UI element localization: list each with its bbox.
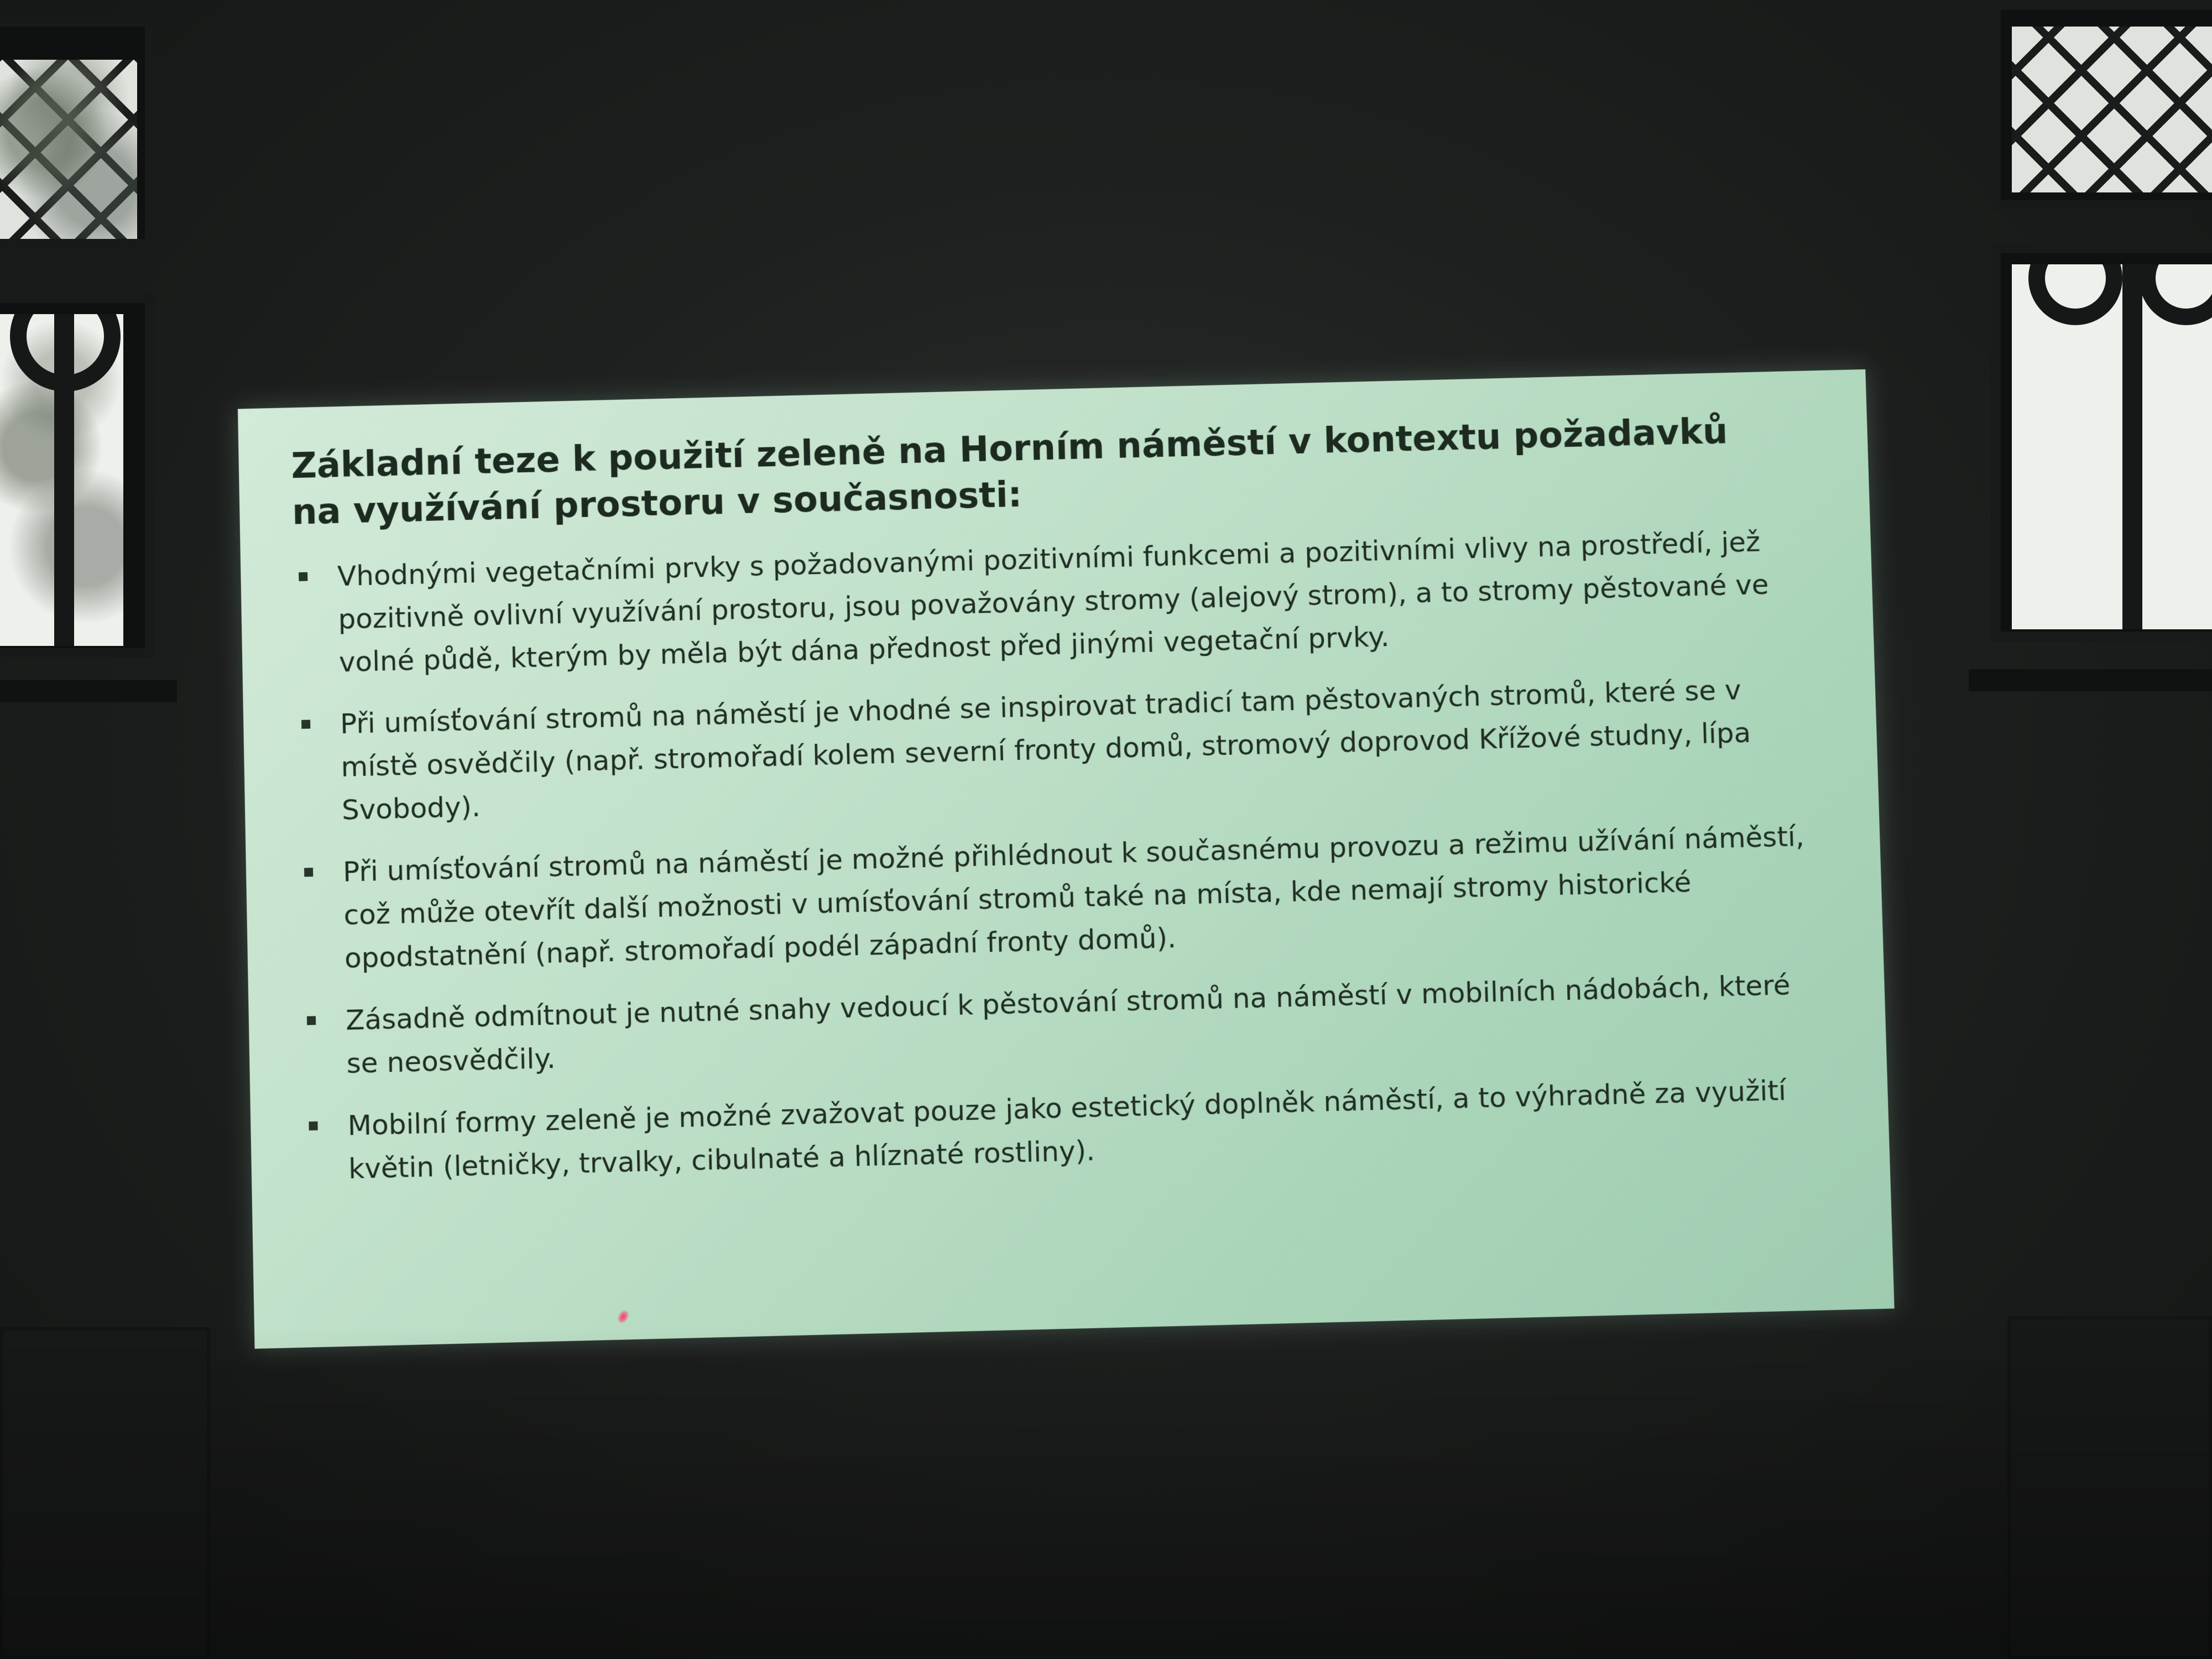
- slide-bullet-text: Mobilní formy zeleně je možné zvažovat pouze jako estetický doplněk náměstí, a to výhradně za využití květin (letničky, trvalky, cibulnaté a hlíznaté rostliny).: [347, 1074, 1787, 1185]
- bullet-square-icon: [309, 1121, 317, 1130]
- projection-screen: [238, 369, 1895, 1349]
- lattice-glass: [0, 60, 137, 242]
- bullet-square-icon: [307, 1016, 316, 1025]
- left-lower-window: [0, 293, 155, 658]
- right-lower-window: [1991, 243, 2212, 641]
- slide-title: Základní teze k použití zeleně na Horním náměstí v kontextu požadavků na využívání prostoru v současnosti:: [290, 411, 1729, 533]
- slide-bullet: [295, 666, 1823, 833]
- window-arch: [2139, 264, 2212, 325]
- left-upper-window: [0, 17, 155, 249]
- window-arch: [2028, 264, 2122, 325]
- bullet-square-icon: [304, 868, 313, 877]
- lattice-glass: [2012, 27, 2212, 192]
- bullet-square-icon: [299, 572, 307, 581]
- slide-bullet-text: Při umísťování stromů na náměstí je vhodné se inspirovat tradicí tam pěstovaných stromů, které se v místě osvědčily (např. stromořadí kolem severní fronty domů, stromový doprovod Křížové studny, lípa Svobody).: [340, 674, 1751, 826]
- arched-glass: [2012, 264, 2212, 629]
- right-upper-window: [1991, 0, 2212, 210]
- right-window-sill: [1969, 669, 2212, 691]
- slide-bullet-text: Zásadně odmítnout je nutné snahy vedoucí k pěstování stromů na náměstí v mobilních nádobách, které se neosvědčily.: [345, 969, 1791, 1080]
- slide-bullet: [293, 519, 1819, 685]
- slide-bullet: [298, 814, 1828, 980]
- slide-bullet: [301, 962, 1831, 1086]
- bullet-square-icon: [301, 720, 310, 729]
- arched-glass: [0, 314, 123, 646]
- slide-bullet-text: Vhodnými vegetačními prvky s požadovanými pozitivními funkcemi a pozitivními vlivy na prostředí, jež pozitivně ovlivní využívání prostoru, jsou považovány stromy (alejový strom), a to stromy pěstované ve volné půdě, kterým by měla být dána přednost před jinými vegetační prvky.: [337, 525, 1770, 679]
- left-window-sill: [0, 680, 177, 702]
- slide-bullet-list: [293, 519, 1835, 1211]
- floor-shadow: [0, 1327, 2212, 1659]
- slide-bullet-text: Při umísťování stromů na náměstí je možné přihlédnout k současnému provozu a režimu užívání náměstí, což může otevřít další možnosti v umísťování stromů také na místa, kde nemají stromy historické opodstatnění (např. stromořadí podél západní fronty domů).: [342, 820, 1805, 974]
- foliage-behind-glass: [0, 60, 137, 242]
- slide-bullet: [303, 1068, 1834, 1192]
- window-mullion: [2122, 264, 2142, 629]
